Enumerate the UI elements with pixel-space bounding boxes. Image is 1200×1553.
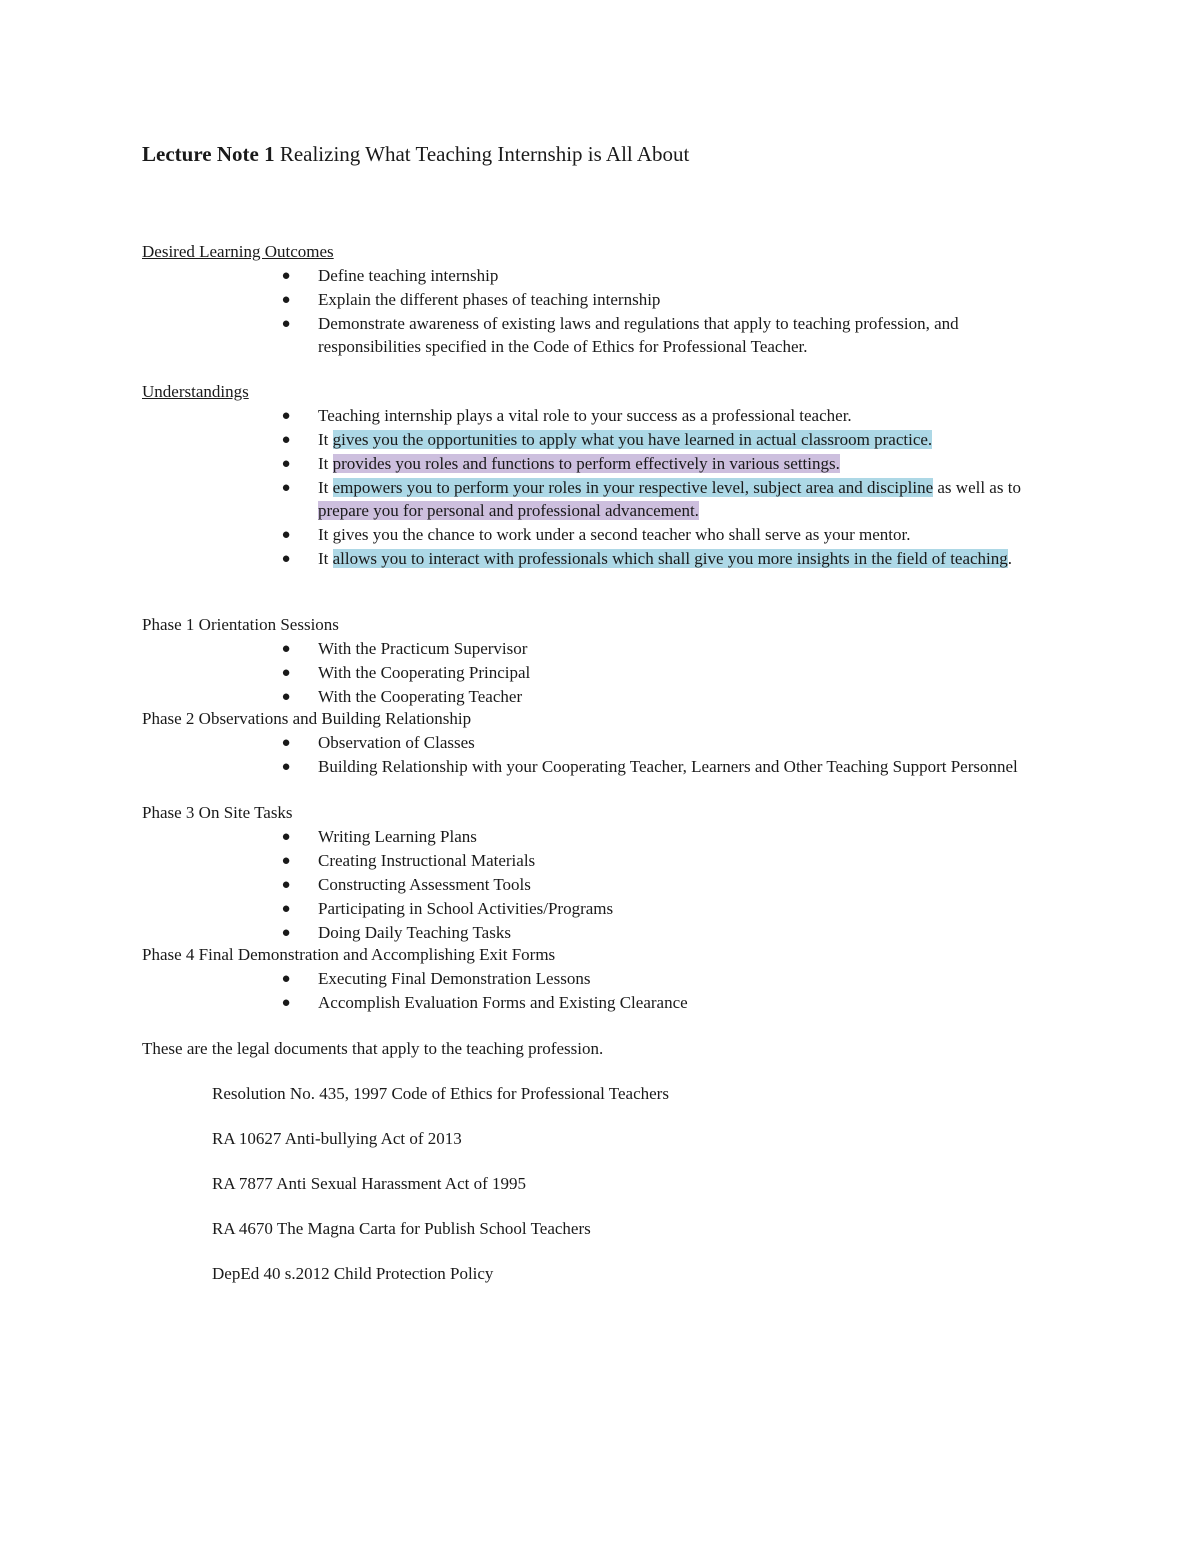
highlighted-text: empowers you to perform your roles in your respective level, subject area and discipline [332, 478, 934, 497]
bullet-icon: ● [281, 853, 291, 869]
bullet-icon: ● [281, 527, 291, 543]
page-title [142, 141, 689, 167]
list-item-text: Building Relationship with your Cooperating Teacher, Learners and Other Teaching Support Personnel [318, 757, 1018, 776]
list-item-text: Demonstrate awareness of existing laws and regulations that apply to teaching profession, and responsibilities specified in the Code of Ethics for Professional Teacher. [318, 314, 959, 356]
bullet-icon: ● [281, 665, 291, 681]
bullet-icon: ● [281, 316, 291, 332]
list-item-text [318, 477, 1063, 522]
phase-2-heading: Phase 2 Observations and Building Relationship [142, 709, 472, 728]
highlighted-text: provides you roles and functions to perform effectively in various settings. [332, 454, 840, 473]
list-item-text [318, 548, 1063, 571]
list-item-text: Define teaching internship [318, 266, 499, 285]
bullet-icon: ● [281, 971, 291, 987]
bullet-icon: ● [281, 735, 291, 751]
bullet-icon: ● [281, 829, 291, 845]
bullet-icon: ● [281, 877, 291, 893]
list-item-text: Executing Final Demonstration Lessons [318, 969, 591, 988]
list-item-text: Doing Daily Teaching Tasks [318, 923, 511, 942]
bullet-icon: ● [281, 268, 291, 284]
bullet-icon: ● [281, 641, 291, 657]
title-rest: Realizing What Teaching Internship is All About [274, 142, 690, 166]
highlighted-text: gives you the opportunities to apply what you have learned in actual classroom practice. [332, 430, 933, 449]
text-suffix: . [1007, 549, 1013, 568]
text-prefix: It [318, 549, 333, 568]
text-prefix: It [318, 454, 333, 473]
text-middle: as well as to [933, 478, 1021, 497]
bullet-icon: ● [281, 995, 291, 1011]
desired-outcomes-heading: Desired Learning Outcomes [142, 242, 334, 261]
bullet-icon: ● [281, 551, 291, 567]
list-item-text: It gives you the chance to work under a second teacher who shall serve as your mentor. [318, 525, 911, 544]
text-prefix: It [318, 430, 333, 449]
legal-document: RA 10627 Anti-bullying Act of 2013 [212, 1129, 462, 1148]
legal-intro: These are the legal documents that apply to the teaching profession. [142, 1039, 604, 1058]
text-prefix: It [318, 478, 333, 497]
list-item-text: Explain the different phases of teaching internship [318, 290, 661, 309]
phase-4-heading: Phase 4 Final Demonstration and Accomplishing Exit Forms [142, 945, 556, 964]
phase-3-heading: Phase 3 On Site Tasks [142, 803, 293, 822]
legal-document: Resolution No. 435, 1997 Code of Ethics for Professional Teachers [212, 1084, 669, 1103]
bullet-icon: ● [281, 456, 291, 472]
list-item-text: Creating Instructional Materials [318, 851, 536, 870]
bullet-icon: ● [281, 432, 291, 448]
highlighted-text: prepare you for personal and professional advancement. [318, 500, 699, 520]
list-item-text: Accomplish Evaluation Forms and Existing Clearance [318, 993, 688, 1012]
legal-document: DepEd 40 s.2012 Child Protection Policy [212, 1264, 494, 1283]
highlighted-text: allows you to interact with professionals which shall give you more insights in the field of teaching [332, 549, 1008, 568]
bullet-icon: ● [281, 901, 291, 917]
bullet-icon: ● [281, 292, 291, 308]
list-item-text: With the Cooperating Principal [318, 663, 531, 682]
bullet-icon: ● [281, 480, 291, 496]
bullet-icon: ● [281, 408, 291, 424]
list-item-text [318, 429, 1063, 452]
list-item-text: Constructing Assessment Tools [318, 875, 531, 894]
list-item-text: Participating in School Activities/Programs [318, 899, 614, 918]
legal-document: RA 7877 Anti Sexual Harassment Act of 1995 [212, 1174, 527, 1193]
list-item-text: With the Practicum Supervisor [318, 639, 528, 658]
list-item-text: Observation of Classes [318, 733, 475, 752]
phase-1-heading: Phase 1 Orientation Sessions [142, 615, 339, 634]
bullet-icon: ● [281, 759, 291, 775]
list-item-text: Teaching internship plays a vital role to your success as a professional teacher. [318, 406, 852, 425]
bullet-icon: ● [281, 925, 291, 941]
bullet-icon: ● [281, 689, 291, 705]
list-item-text [318, 453, 1063, 476]
legal-document: RA 4670 The Magna Carta for Publish School Teachers [212, 1219, 591, 1238]
understandings-heading: Understandings [142, 382, 249, 401]
list-item-text: With the Cooperating Teacher [318, 687, 523, 706]
title-bold: Lecture Note 1 [142, 142, 275, 166]
list-item-text: Writing Learning Plans [318, 827, 477, 846]
